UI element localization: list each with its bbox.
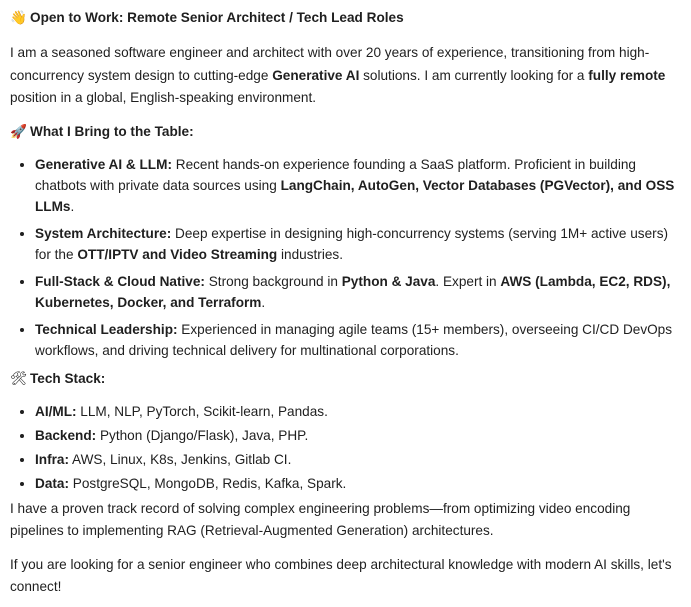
item-label: System Architecture: xyxy=(35,225,172,241)
waving-hand-icon: 👋 xyxy=(10,10,27,25)
item-label: Technical Leadership: xyxy=(35,321,178,337)
item-bold: AWS (Lambda, EC2, RDS), Kubernetes, Docker, and Terraform xyxy=(35,273,671,310)
intro-text-2: solutions. I am currently looking for a xyxy=(359,67,589,83)
list-item xyxy=(35,319,681,361)
bring-heading xyxy=(10,120,681,144)
tools-icon: 🛠 xyxy=(10,370,28,386)
intro-bold-generative-ai: Generative AI xyxy=(272,67,360,83)
list-item xyxy=(35,223,681,265)
stack-list xyxy=(10,401,681,494)
list-item xyxy=(35,425,681,446)
item-label: Full-Stack & Cloud Native: xyxy=(35,273,205,289)
item-text: Python (Django/Flask), Java, PHP. xyxy=(96,427,309,443)
item-text: AWS, Linux, K8s, Jenkins, Gitlab CI. xyxy=(68,451,292,467)
item-text: Experienced in managing agile teams (15+ members), overseeing CI/CD DevOps workflows, and driving technical delivery for multinational corporations. xyxy=(35,321,673,358)
list-item xyxy=(35,401,681,422)
list-item xyxy=(35,271,681,313)
intro-text-1: I am a seasoned software engineer and architect with over 20 years of experience, transitioning from high-concurrency system design to cutting-edge xyxy=(10,45,650,83)
bring-heading-text: What I Bring to the Table: xyxy=(30,123,194,139)
item-label: Infra: xyxy=(35,451,69,467)
stack-heading xyxy=(10,367,681,391)
list-item xyxy=(35,154,681,217)
closing-paragraph-1: I have a proven track record of solving complex engineering problems—from optimizing video encoding pipelines to implementing RAG (Retrieval-Augmented Generation) architectures. xyxy=(10,500,631,538)
item-label: Data: xyxy=(35,475,69,491)
item-text: industries. xyxy=(277,246,343,262)
item-text: LLM, NLP, PyTorch, Scikit-learn, Pandas. xyxy=(76,403,328,419)
bring-list xyxy=(10,154,681,361)
stack-heading-text: Tech Stack: xyxy=(30,370,106,386)
intro-paragraph xyxy=(10,42,681,110)
item-text: PostgreSQL, MongoDB, Redis, Kafka, Spark. xyxy=(69,475,347,491)
post-title xyxy=(10,6,681,30)
intro-text-3: position in a global, English-speaking environment. xyxy=(10,90,317,105)
item-label: AI/ML: xyxy=(35,403,77,419)
item-text: Recent hands-on experience founding a SaaS platform. Proficient in building chatbots with private data sources using xyxy=(35,156,636,193)
item-text: . xyxy=(261,294,266,310)
item-text: Deep expertise in designing high-concurrency systems (serving 1M+ active users) for the xyxy=(35,225,669,262)
item-text: . xyxy=(70,198,75,214)
rocket-icon: 🚀 xyxy=(10,123,27,139)
item-bold: OTT/IPTV and Video Streaming xyxy=(77,246,278,262)
list-item xyxy=(35,449,681,470)
item-text: . Expert in xyxy=(435,273,501,289)
closing-paragraph-2: If you are looking for a senior engineer who combines deep architectural knowledge with modern AI skills, let's connect! xyxy=(10,556,672,594)
intro-bold-fully-remote: fully remote xyxy=(588,67,666,83)
list-item xyxy=(35,473,681,494)
item-bold: LangChain, AutoGen, Vector Databases (PGVector), and OSS LLMs xyxy=(35,177,675,214)
item-label: Generative AI & LLM: xyxy=(35,156,172,172)
post-title-text: Open to Work: Remote Senior Architect / Tech Lead Roles xyxy=(30,10,404,25)
item-label: Backend: xyxy=(35,427,97,443)
item-text: Strong background in xyxy=(204,273,342,289)
item-bold: Python & Java xyxy=(341,273,436,289)
